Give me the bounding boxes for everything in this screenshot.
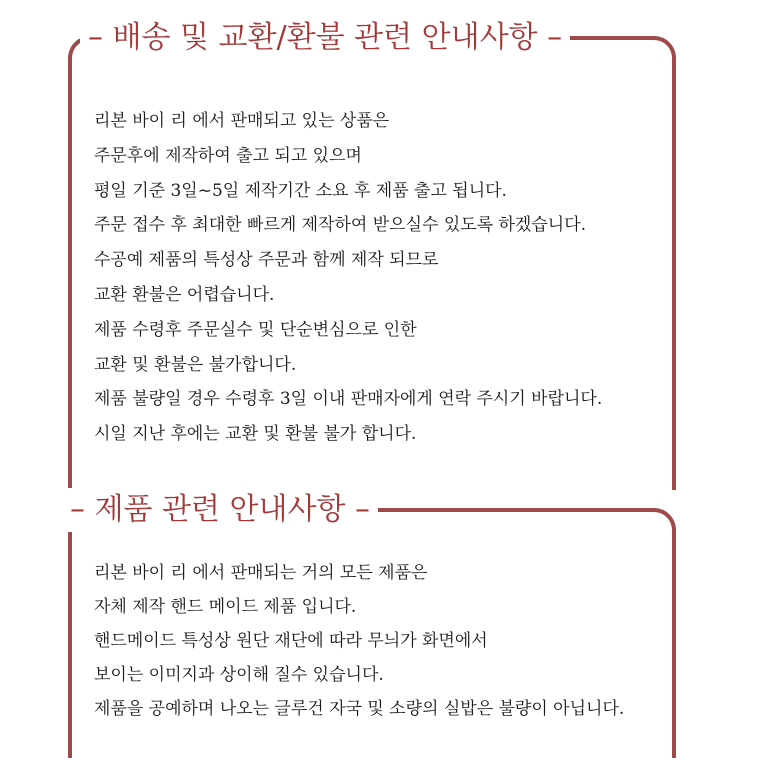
product-notice-line: 리본 바이 리 에서 판매되는 거의 모든 제품은 — [94, 563, 428, 583]
product-notice-line: 제품을 공예하며 나오는 글루건 자국 및 소량의 실밥은 불량이 아닙니다. — [94, 699, 625, 719]
shipping-notice-line: 평일 기준 3일~5일 제작기간 소요 후 제품 출고 됩니다. — [94, 180, 507, 201]
shipping-notice-box — [68, 20, 676, 490]
product-notice-lines — [94, 556, 624, 726]
product-notice-line: 보이는 이미지과 상이해 질수 있습니다. — [94, 665, 384, 685]
product-notice-line: 자체 제작 핸드 메이드 제품 입니다. — [94, 597, 357, 617]
shipping-notice-line: 제품 수령후 주문실수 및 단순변심으로 인한 — [94, 319, 417, 340]
shipping-notice-line: 시일 지난 후에는 교환 및 환불 불가 합니다. — [94, 424, 417, 445]
product-notice-title: – 제품 관련 안내사항 – — [62, 488, 378, 532]
shipping-notice-line: 주문 접수 후 최대한 빠르게 제작하여 받으실수 있도록 하겠습니다. — [94, 215, 587, 236]
shipping-notice-line: 리본 바이 리 에서 판매되고 있는 상품은 — [94, 111, 390, 131]
product-notice-box — [68, 492, 676, 758]
shipping-notice-line: 교환 환불은 어렵습니다. — [94, 284, 275, 305]
shipping-notice-line: 주문후에 제작하여 출고 되고 있으며 — [94, 145, 362, 166]
shipping-notice-line: 교환 및 환불은 불가합니다. — [94, 354, 297, 375]
shipping-notice-title: – 배송 및 교환/환불 관련 안내사항 – — [80, 16, 570, 60]
product-notice-line: 핸드메이드 특성상 원단 재단에 따라 무늬가 화면에서 — [94, 631, 488, 651]
shipping-notice-line: 제품 불량일 경우 수령후 3일 이내 판매자에게 연락 주시기 바랍니다. — [94, 389, 603, 410]
shipping-notice-lines — [94, 104, 602, 452]
shipping-notice-line: 수공예 제품의 특성상 주문과 함께 제작 되므로 — [94, 250, 439, 271]
